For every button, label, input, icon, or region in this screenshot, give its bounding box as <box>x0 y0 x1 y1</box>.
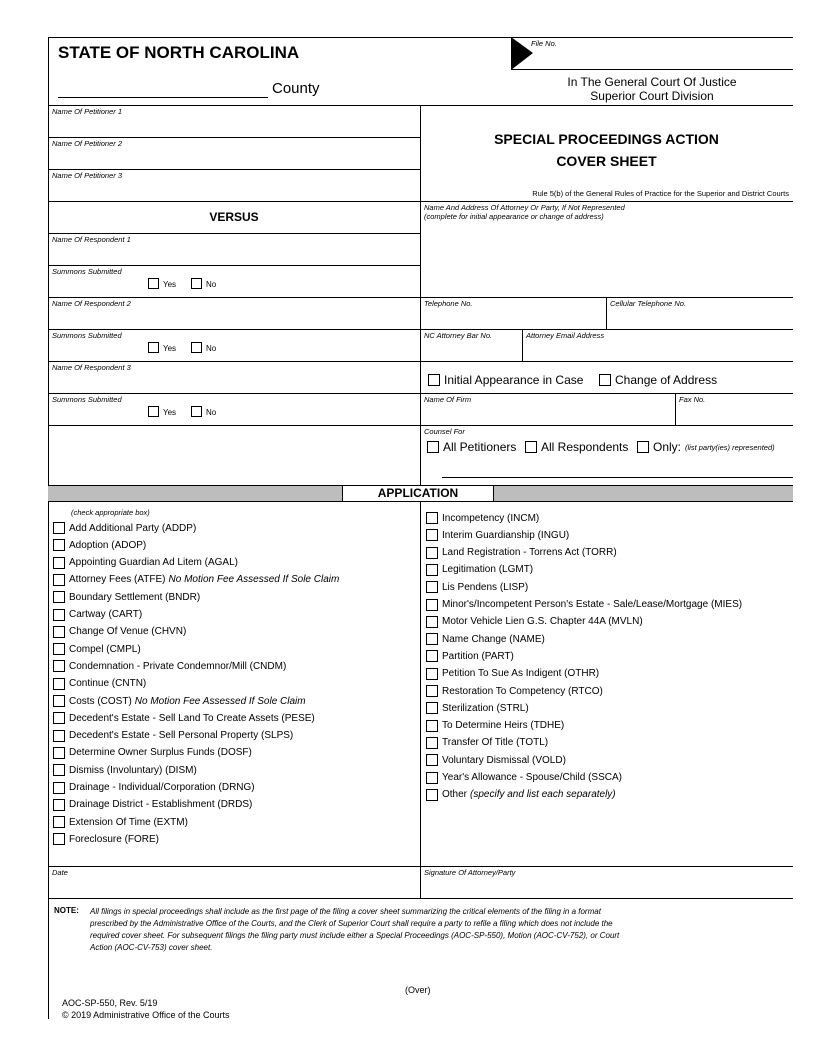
grid-line <box>48 425 793 426</box>
option-note: No Motion Fee Assessed If Sole Claim <box>168 574 340 586</box>
checkbox-lisp[interactable] <box>426 581 438 593</box>
checkbox-lgmt[interactable] <box>426 564 438 576</box>
change-address-label: Change of Address <box>615 373 718 387</box>
option-label: Continue (CNTN) <box>69 678 147 690</box>
grid-line <box>48 898 793 899</box>
option-label: Change Of Venue (CHVN) <box>69 626 187 638</box>
option-note: (specify and list each separately) <box>470 789 616 801</box>
option-label: Appointing Guardian Ad Litem (AGAL) <box>69 557 238 569</box>
application-option-other[interactable] <box>426 788 616 802</box>
summons-1-yes-checkbox[interactable] <box>148 278 159 289</box>
application-option-torr[interactable] <box>426 546 617 560</box>
top-border <box>48 37 793 38</box>
option-label: Name Change (NAME) <box>442 633 545 645</box>
summons-2-yes-label: Yes <box>163 344 177 353</box>
summons-3-yes-checkbox[interactable] <box>148 406 159 417</box>
checkbox-cart[interactable] <box>53 609 65 621</box>
court-line-2: Superior Court Division <box>590 89 714 103</box>
grid-line <box>48 169 420 170</box>
application-option-cart[interactable] <box>53 608 142 622</box>
grid-line <box>606 297 607 329</box>
application-option-drds[interactable] <box>53 798 252 812</box>
application-option-tdhe[interactable] <box>426 719 564 733</box>
option-label: Compel (CMPL) <box>69 643 141 655</box>
checkbox-othr[interactable] <box>426 668 438 680</box>
initial-appearance-checkbox[interactable] <box>428 374 440 386</box>
summons-2-no-label: No <box>206 344 217 353</box>
checkbox-torr[interactable] <box>426 547 438 559</box>
checkbox-mvln[interactable] <box>426 616 438 628</box>
application-option-totl[interactable] <box>426 736 548 750</box>
checkbox-totl[interactable] <box>426 737 438 749</box>
option-label: Legitimation (LGMT) <box>442 564 534 576</box>
option-label: Other <box>442 789 468 801</box>
form-id: AOC-SP-550, Rev. 5/19 <box>62 998 158 1008</box>
summons-1-no-checkbox[interactable] <box>191 278 202 289</box>
summons-3-yes-label: Yes <box>163 408 177 417</box>
petitioner-1-field[interactable]: Name Of Petitioner 1 <box>52 107 123 116</box>
county-line[interactable] <box>58 97 268 98</box>
option-label: Partition (PART) <box>442 650 514 662</box>
telephone-field[interactable]: Telephone No. <box>424 299 473 308</box>
application-option-atfe[interactable] <box>53 573 339 587</box>
checkbox-dism[interactable] <box>53 764 65 776</box>
application-option-agal[interactable] <box>53 556 238 570</box>
file-no-label: File No. <box>531 39 557 48</box>
grid-line <box>48 361 793 362</box>
only-note: (list party(ies) represented) <box>685 443 775 452</box>
checkbox-dosf[interactable] <box>53 747 65 759</box>
copyright: © 2019 Administrative Office of the Courts <box>62 1010 230 1020</box>
checkbox-fore[interactable] <box>53 833 65 845</box>
application-option-part[interactable] <box>426 649 514 663</box>
option-label: Foreclosure (FORE) <box>69 833 160 845</box>
option-label: Land Registration - Torrens Act (TORR) <box>442 547 617 559</box>
application-heading: APPLICATION <box>342 485 494 502</box>
option-label: Interim Guardianship (INGU) <box>442 529 570 541</box>
state-title: STATE OF NORTH CAROLINA <box>58 43 300 62</box>
application-option-mvln[interactable] <box>426 615 643 629</box>
application-option-drng[interactable] <box>53 781 255 795</box>
respondent-2-field[interactable]: Name Of Respondent 2 <box>52 299 131 308</box>
application-option-lisp[interactable] <box>426 580 528 594</box>
application-option-pese[interactable] <box>53 711 315 725</box>
respondent-3-field[interactable]: Name Of Respondent 3 <box>52 363 131 372</box>
left-border <box>48 37 49 1019</box>
checkbox-bndr[interactable] <box>53 591 65 603</box>
application-option-lgmt[interactable] <box>426 563 533 577</box>
application-option-addp[interactable] <box>53 521 196 535</box>
grid-line <box>48 329 793 330</box>
option-label: Decedent's Estate - Sell Land To Create Assets (PESE) <box>69 712 315 724</box>
option-label: Year's Allowance - Spouse/Child (SSCA) <box>442 772 622 783</box>
checkbox-ingu[interactable] <box>426 529 438 541</box>
checkbox-mies[interactable] <box>426 599 438 611</box>
over-label: (Over) <box>405 985 431 995</box>
checkbox-pese[interactable] <box>53 712 65 724</box>
change-address-checkbox[interactable] <box>599 374 611 386</box>
all-respondents-checkbox[interactable] <box>525 441 537 453</box>
grid-line <box>48 297 793 298</box>
grid-line <box>48 866 793 867</box>
court-line-1: In The General Court Of Justice <box>567 75 737 89</box>
county-label: County <box>272 80 320 97</box>
note-line-1: All filings in special proceedings shall include as the first page of the filing a cover sheet summarizing the critical elements of the filing in a format <box>90 907 601 916</box>
option-label: Add Additional Party (ADDP) <box>69 522 197 534</box>
checkbox-part[interactable] <box>426 650 438 662</box>
option-label: Adoption (ADOP) <box>69 539 147 551</box>
option-label: Decedent's Estate - Sell Personal Property (SLPS) <box>69 730 294 742</box>
only-checkbox[interactable] <box>637 441 649 453</box>
versus-heading: VERSUS <box>209 210 259 224</box>
checkbox-ssca[interactable] <box>426 772 438 784</box>
option-label: Drainage District - Establishment (DRDS) <box>69 799 253 811</box>
option-label: Boundary Settlement (BNDR) <box>69 591 201 603</box>
all-petitioners-label: All Petitioners <box>443 440 517 454</box>
application-option-adop[interactable] <box>53 538 146 552</box>
only-label: Only: <box>653 440 682 454</box>
option-label: Condemnation - Private Condemnor/Mill (CNDM) <box>69 660 287 672</box>
application-option-cmpl[interactable] <box>53 642 141 656</box>
checkbox-cntn[interactable] <box>53 678 65 690</box>
grid-line <box>48 265 420 266</box>
application-option-dism[interactable] <box>53 763 197 777</box>
application-option-bndr[interactable] <box>53 590 200 604</box>
checkbox-cost[interactable] <box>53 695 65 707</box>
option-label: Determine Owner Surplus Funds (DOSF) <box>69 747 252 759</box>
option-label: Extension Of Time (EXTM) <box>69 816 188 828</box>
grid-line <box>675 393 676 425</box>
checkbox-incm[interactable] <box>426 512 438 524</box>
note-line-3: required cover sheet. For subsequent filings the filing party must include either a Special Proceedings (AOC-SP-550), Motion (AOC-CV-752), or Court <box>90 931 620 940</box>
note-line-4: Action (AOC-CV-753) cover sheet. <box>90 943 213 952</box>
note-label: NOTE: <box>54 906 79 915</box>
signature-field[interactable]: Signature Of Attorney/Party <box>424 868 516 877</box>
application-option-incm[interactable] <box>426 511 539 525</box>
attorney-address-note: (complete for initial appearance or change of address) <box>424 212 604 221</box>
application-option-fore[interactable] <box>53 832 159 846</box>
application-option-ssca[interactable] <box>426 771 622 785</box>
summons-3-no-label: No <box>206 408 217 417</box>
checkbox-rtco[interactable] <box>426 685 438 697</box>
option-label: Minor's/Incompetent Person's Estate - Sale/Lease/Mortgage (MIES) <box>442 599 743 610</box>
file-no-line[interactable] <box>511 69 793 70</box>
checkbox-drds[interactable] <box>53 799 65 811</box>
option-label: Voluntary Dismissal (VOLD) <box>442 754 566 766</box>
cellular-field[interactable]: Cellular Telephone No. <box>610 299 687 308</box>
attorney-email-field[interactable]: Attorney Email Address <box>526 331 605 340</box>
checkbox-slps[interactable] <box>53 730 65 742</box>
checkbox-extm[interactable] <box>53 816 65 828</box>
form-footer <box>62 997 230 1021</box>
application-option-strl[interactable] <box>426 701 529 715</box>
application-option-slps[interactable] <box>53 729 293 743</box>
option-label: Cartway (CART) <box>69 609 143 620</box>
grid-line <box>48 137 420 138</box>
form-title-line-1: SPECIAL PROCEEDINGS ACTION <box>494 131 719 147</box>
application-option-chvn[interactable] <box>53 625 186 639</box>
option-label: Transfer Of Title (TOTL) <box>442 737 549 749</box>
grid-line <box>522 329 523 361</box>
initial-appearance-label: Initial Appearance in Case <box>444 373 584 387</box>
application-option-vold[interactable] <box>426 753 566 767</box>
checkbox-adop[interactable] <box>53 539 65 551</box>
date-field[interactable]: Date <box>52 868 68 877</box>
checkbox-tdhe[interactable] <box>426 720 438 732</box>
summons-2-yes-checkbox[interactable] <box>148 342 159 353</box>
respondent-1-field[interactable]: Name Of Respondent 1 <box>52 235 131 244</box>
firm-name-field[interactable]: Name Of Firm <box>424 395 472 404</box>
option-label: Drainage - Individual/Corporation (DRNG) <box>69 782 255 793</box>
form-title-line-2: COVER SHEET <box>556 153 657 169</box>
rule-reference: Rule 5(b) of the General Rules of Practice for the Superior and District Courts <box>532 189 789 198</box>
fax-field[interactable]: Fax No. <box>679 395 706 404</box>
checkbox-drng[interactable] <box>53 782 65 794</box>
only-parties-line[interactable] <box>442 477 793 478</box>
application-option-othr[interactable] <box>426 667 599 681</box>
summons-1-yes-label: Yes <box>163 280 177 289</box>
checkbox-atfe[interactable] <box>53 574 65 586</box>
summons-1-no-label: No <box>206 280 217 289</box>
option-label: Incompetency (INCM) <box>442 512 540 524</box>
option-label: Motor Vehicle Lien G.S. Chapter 44A (MVLN) <box>442 616 643 628</box>
option-label: Lis Pendens (LISP) <box>442 581 529 593</box>
petitioner-3-field[interactable]: Name Of Petitioner 3 <box>52 171 123 180</box>
option-note: No Motion Fee Assessed If Sole Claim <box>134 695 306 707</box>
application-option-extm[interactable] <box>53 815 188 829</box>
checkbox-cmpl[interactable] <box>53 643 65 655</box>
application-option-mies[interactable] <box>426 598 742 612</box>
summons-3-label: Summons Submitted <box>52 395 122 404</box>
grid-line <box>48 233 420 234</box>
court-division <box>511 75 793 103</box>
checkbox-other[interactable] <box>426 789 438 801</box>
file-no-arrow-icon <box>511 37 533 71</box>
form-title <box>420 128 793 172</box>
summons-1-label: Summons Submitted <box>52 267 122 276</box>
application-divider <box>420 502 421 898</box>
checkbox-vold[interactable] <box>426 754 438 766</box>
checkbox-addp[interactable] <box>53 522 65 534</box>
application-option-dosf[interactable] <box>53 746 252 760</box>
option-label: Costs (COST) <box>69 695 132 707</box>
checkbox-chvn[interactable] <box>53 626 65 638</box>
option-label: Dismiss (Involuntary) (DISM) <box>69 764 197 776</box>
all-respondents-label: All Respondents <box>541 440 629 454</box>
attorney-address-label: Name And Address Of Attorney Or Party, If Not Represented <box>424 203 625 212</box>
bar-number-field[interactable]: NC Attorney Bar No. <box>424 331 493 340</box>
application-option-cntn[interactable] <box>53 677 146 691</box>
option-label: Sterilization (STRL) <box>442 702 529 714</box>
summons-3-no-checkbox[interactable] <box>191 406 202 417</box>
option-label: Petition To Sue As Indigent (OTHR) <box>442 668 600 680</box>
check-instruction: (check appropriate box) <box>71 508 150 517</box>
checkbox-cndm[interactable] <box>53 660 65 672</box>
option-label: Restoration To Competency (RTCO) <box>442 685 603 697</box>
checkbox-agal[interactable] <box>53 557 65 569</box>
note-text <box>90 906 619 954</box>
all-petitioners-checkbox[interactable] <box>427 441 439 453</box>
summons-2-label: Summons Submitted <box>52 331 122 340</box>
application-option-ingu[interactable] <box>426 528 569 542</box>
petitioner-2-field[interactable]: Name Of Petitioner 2 <box>52 139 123 148</box>
application-option-cndm[interactable] <box>53 659 286 673</box>
checkbox-name[interactable] <box>426 633 438 645</box>
application-option-name[interactable] <box>426 632 545 646</box>
counsel-for-label: Counsel For <box>424 427 465 436</box>
checkbox-strl[interactable] <box>426 702 438 714</box>
grid-line <box>48 393 793 394</box>
attorney-address-field[interactable] <box>424 203 625 221</box>
application-option-rtco[interactable] <box>426 684 603 698</box>
option-label: Attorney Fees (ATFE) <box>69 574 166 586</box>
note-line-2: prescribed by the Administrative Office of the Courts, and the Clerk of Superior Court shall require a party to refile a filing which does not include the <box>90 919 613 928</box>
grid-line <box>48 201 793 202</box>
option-label: To Determine Heirs (TDHE) <box>442 720 565 732</box>
summons-2-no-checkbox[interactable] <box>191 342 202 353</box>
application-option-cost[interactable] <box>53 694 306 708</box>
